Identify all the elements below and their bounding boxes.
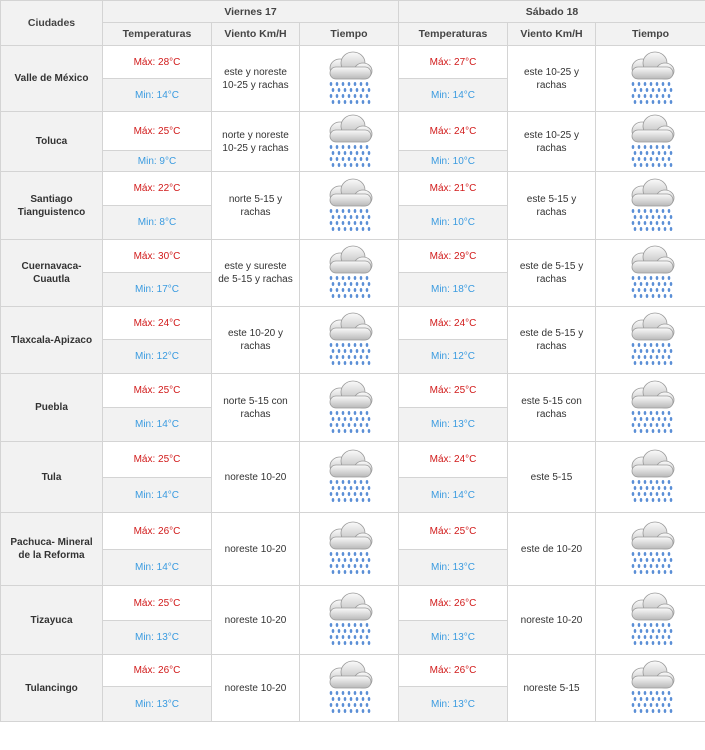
day1-min-temp: Min: 14°C — [103, 550, 212, 586]
rain-cloud-icon — [625, 520, 677, 578]
day2-wind: este de 5-15 y rachas — [508, 307, 596, 374]
day1-min-temp: Min: 14°C — [103, 79, 212, 112]
rain-cloud-icon — [625, 244, 677, 302]
day2-wind: este de 10-20 — [508, 513, 596, 586]
city-name: Toluca — [1, 112, 103, 172]
rain-cloud-icon — [625, 659, 677, 717]
rain-cloud-icon — [625, 177, 677, 235]
day2-max-temp: Máx: 26°C — [399, 586, 508, 621]
header-row-columns — [1, 23, 705, 46]
rain-cloud-icon — [625, 448, 677, 506]
day2-weather — [596, 46, 705, 112]
day2-wind: este 5-15 y rachas — [508, 172, 596, 240]
table-row — [1, 442, 705, 478]
day1-max-temp: Máx: 30°C — [103, 240, 212, 273]
day1-wind: norte y noreste 10-25 y rachas — [212, 112, 300, 172]
rain-cloud-icon — [625, 591, 677, 649]
day1-min-temp: Min: 13°C — [103, 621, 212, 655]
day1-header: Viernes 17 — [103, 1, 399, 23]
day1-wind: este 10-20 y rachas — [212, 307, 300, 374]
day2-wind: este 10-25 y rachas — [508, 46, 596, 112]
city-name: Tula — [1, 442, 103, 513]
day1-wind: este y noreste 10-25 y rachas — [212, 46, 300, 112]
day1-wind: noreste 10-20 — [212, 586, 300, 655]
day2-weather — [596, 513, 705, 586]
day1-max-temp: Máx: 25°C — [103, 374, 212, 408]
cities-header: Ciudades — [1, 1, 103, 46]
day2-weather — [596, 240, 705, 307]
day1-min-temp: Min: 8°C — [103, 206, 212, 240]
rain-cloud-icon — [323, 591, 375, 649]
day1-weather — [300, 112, 399, 172]
day1-weather — [300, 240, 399, 307]
day1-min-temp: Min: 14°C — [103, 408, 212, 442]
day1-min-temp: Min: 13°C — [103, 687, 212, 722]
day2-min-temp: Min: 13°C — [399, 550, 508, 586]
day2-max-temp: Máx: 27°C — [399, 46, 508, 79]
day2-min-temp: Min: 10°C — [399, 206, 508, 240]
city-name: Santiago Tianguistenco — [1, 172, 103, 240]
day2-min-temp: Min: 13°C — [399, 621, 508, 655]
day1-max-temp: Máx: 28°C — [103, 46, 212, 79]
day1-weather — [300, 655, 399, 722]
rain-cloud-icon — [625, 113, 677, 171]
day2-min-temp: Min: 13°C — [399, 687, 508, 722]
rain-cloud-icon — [323, 520, 375, 578]
day1-min-temp: Min: 14°C — [103, 478, 212, 513]
day2-max-temp: Máx: 29°C — [399, 240, 508, 273]
day2-weather — [596, 374, 705, 442]
header-row-days — [1, 1, 705, 23]
day1-weather-header: Tiempo — [300, 23, 399, 46]
table-row — [1, 172, 705, 206]
city-name: Valle de México — [1, 46, 103, 112]
day2-max-temp: Máx: 21°C — [399, 172, 508, 206]
day1-max-temp: Máx: 26°C — [103, 655, 212, 687]
city-name: Tlaxcala-Apizaco — [1, 307, 103, 374]
day2-wind: noreste 10-20 — [508, 586, 596, 655]
day1-wind: noreste 10-20 — [212, 442, 300, 513]
table-row — [1, 307, 705, 340]
day1-max-temp: Máx: 22°C — [103, 172, 212, 206]
rain-cloud-icon — [625, 50, 677, 108]
day2-max-temp: Máx: 25°C — [399, 513, 508, 550]
day2-weather — [596, 307, 705, 374]
rain-cloud-icon — [323, 448, 375, 506]
day2-wind: este 5-15 — [508, 442, 596, 513]
day1-max-temp: Máx: 26°C — [103, 513, 212, 550]
day1-wind: noreste 10-20 — [212, 655, 300, 722]
day2-weather-header: Tiempo — [596, 23, 705, 46]
day2-min-temp: Min: 12°C — [399, 340, 508, 374]
table-row — [1, 240, 705, 273]
day2-min-temp: Min: 14°C — [399, 79, 508, 112]
day2-min-temp: Min: 14°C — [399, 478, 508, 513]
rain-cloud-icon — [323, 244, 375, 302]
day1-weather — [300, 442, 399, 513]
table-row — [1, 112, 705, 151]
forecast-body — [1, 46, 705, 722]
day1-weather — [300, 172, 399, 240]
table-row — [1, 46, 705, 79]
day2-temp-header: Temperaturas — [399, 23, 508, 46]
day2-wind: este 5-15 con rachas — [508, 374, 596, 442]
table-row — [1, 586, 705, 621]
day2-weather — [596, 442, 705, 513]
day1-wind: noreste 10-20 — [212, 513, 300, 586]
day2-weather — [596, 586, 705, 655]
rain-cloud-icon — [323, 113, 375, 171]
day1-min-temp: Min: 17°C — [103, 273, 212, 307]
day2-wind: este 10-25 y rachas — [508, 112, 596, 172]
day1-min-temp: Min: 12°C — [103, 340, 212, 374]
day1-weather — [300, 586, 399, 655]
day1-max-temp: Máx: 24°C — [103, 307, 212, 340]
day1-temp-header: Temperaturas — [103, 23, 212, 46]
city-name: Pachuca- Mineral de la Reforma — [1, 513, 103, 586]
rain-cloud-icon — [323, 177, 375, 235]
city-name: Tulancingo — [1, 655, 103, 722]
table-row — [1, 374, 705, 408]
table-row — [1, 655, 705, 687]
day2-wind: este de 5-15 y rachas — [508, 240, 596, 307]
day1-wind: este y sureste de 5-15 y rachas — [212, 240, 300, 307]
rain-cloud-icon — [625, 311, 677, 369]
day1-weather — [300, 513, 399, 586]
day2-header: Sábado 18 — [399, 1, 705, 23]
day2-min-temp: Min: 18°C — [399, 273, 508, 307]
day2-max-temp: Máx: 24°C — [399, 307, 508, 340]
table-row — [1, 513, 705, 550]
rain-cloud-icon — [323, 659, 375, 717]
rain-cloud-icon — [625, 379, 677, 437]
day2-max-temp: Máx: 25°C — [399, 374, 508, 408]
day2-weather — [596, 172, 705, 240]
day1-max-temp: Máx: 25°C — [103, 112, 212, 151]
city-name: Tizayuca — [1, 586, 103, 655]
day2-max-temp: Máx: 24°C — [399, 442, 508, 478]
day1-weather — [300, 307, 399, 374]
rain-cloud-icon — [323, 311, 375, 369]
day1-wind: norte 5-15 con rachas — [212, 374, 300, 442]
city-name: Puebla — [1, 374, 103, 442]
rain-cloud-icon — [323, 379, 375, 437]
day1-min-temp: Min: 9°C — [103, 151, 212, 172]
day1-max-temp: Máx: 25°C — [103, 442, 212, 478]
day2-weather — [596, 655, 705, 722]
day1-max-temp: Máx: 25°C — [103, 586, 212, 621]
day2-max-temp: Máx: 26°C — [399, 655, 508, 687]
city-name: Cuernavaca-Cuautla — [1, 240, 103, 307]
day1-weather — [300, 374, 399, 442]
day1-weather — [300, 46, 399, 112]
day1-wind-header: Viento Km/H — [212, 23, 300, 46]
day2-weather — [596, 112, 705, 172]
day2-min-temp: Min: 13°C — [399, 408, 508, 442]
day1-wind: norte 5-15 y rachas — [212, 172, 300, 240]
day2-wind-header: Viento Km/H — [508, 23, 596, 46]
day2-max-temp: Máx: 24°C — [399, 112, 508, 151]
rain-cloud-icon — [323, 50, 375, 108]
day2-wind: noreste 5-15 — [508, 655, 596, 722]
day2-min-temp: Min: 10°C — [399, 151, 508, 172]
